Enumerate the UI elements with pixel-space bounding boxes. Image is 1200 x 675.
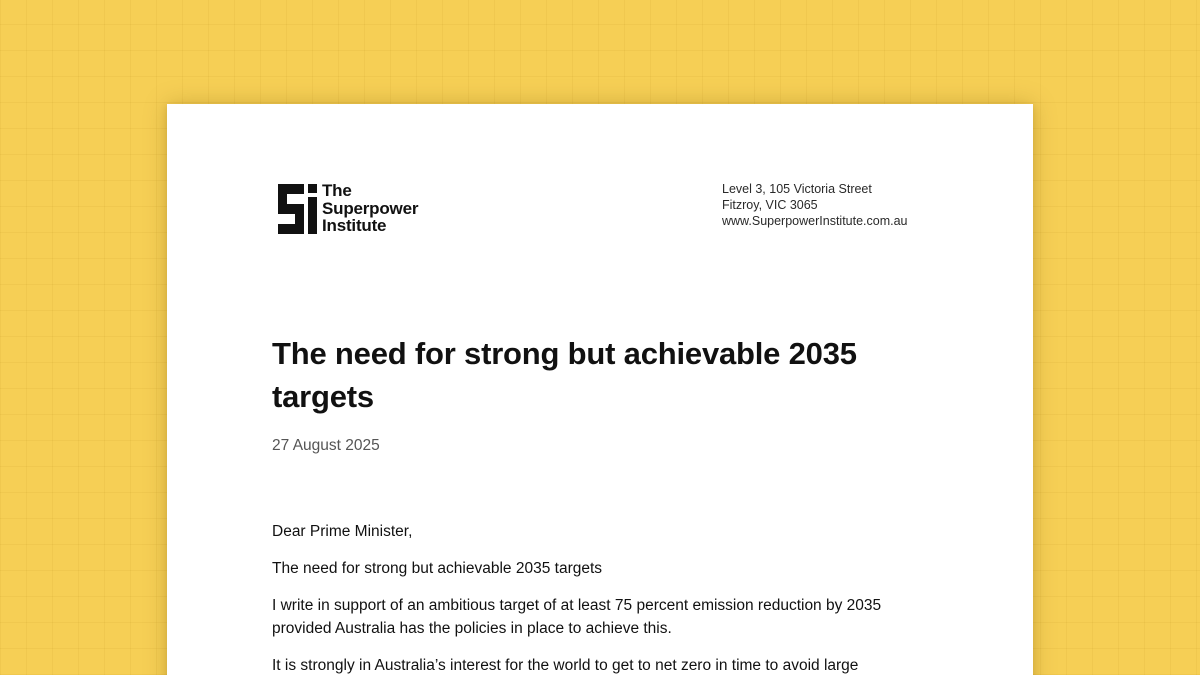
letter-page <box>167 104 1033 675</box>
body-paragraph: The need for strong but achievable 2035 targets <box>272 560 603 577</box>
organization-name-line: The <box>322 181 352 200</box>
organization-name-line: Institute <box>322 216 387 235</box>
body-paragraph: It is strongly in Australia’s interest for the world to get to net zero in time to avoid large <box>272 657 859 674</box>
organization-name <box>322 182 418 235</box>
si-monogram-icon <box>275 184 317 234</box>
salutation: Dear Prime Minister, <box>272 523 413 540</box>
organization-address <box>722 181 908 229</box>
address-website: www.SuperpowerInstitute.com.au <box>722 214 908 228</box>
letter-body <box>272 520 922 675</box>
address-city: Fitzroy, VIC 3065 <box>722 198 818 212</box>
body-paragraph: I write in support of an ambitious target of at least 75 percent emission reduction by 2035 provided Australia has the policies in place to achieve this. <box>272 597 882 637</box>
address-street: Level 3, 105 Victoria Street <box>722 182 872 196</box>
letter-title: The need for strong but achievable 2035 targets <box>272 336 857 414</box>
organization-logo <box>275 182 455 238</box>
organization-name-line: Superpower <box>322 198 419 218</box>
letter-date: 27 August 2025 <box>272 437 380 454</box>
